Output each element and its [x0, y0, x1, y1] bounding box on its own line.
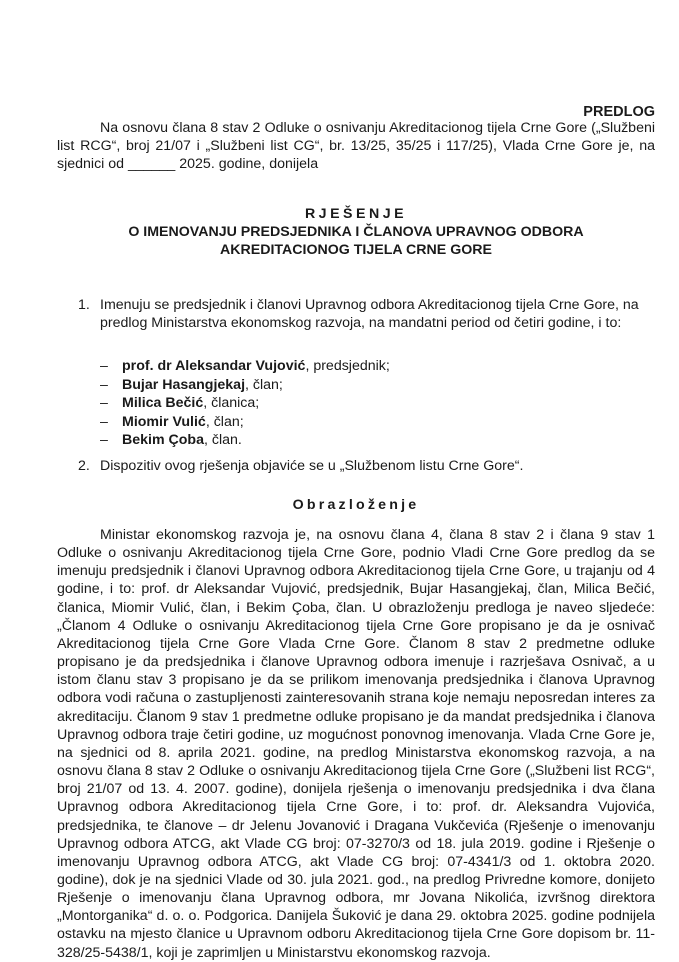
- member-role: , član;: [245, 376, 283, 393]
- list-item: [100, 431, 390, 450]
- intro-paragraph: Na osnovu člana 8 stav 2 Odluke o osnivanju Akreditacionog tijela Crne Gore („Službeni list RCG“, broj 21/07 i „Službeni list CG“, br. 13/25, 35/25 i 117/25), Vlada Crne Gore je, na sjednici od ______ 2025. godine, donijela: [57, 120, 655, 173]
- document-label: PREDLOG: [583, 104, 655, 120]
- title-line-3: AKREDITACIONOG TIJELA CRNE GORE: [220, 242, 492, 258]
- item-number: 2.: [78, 458, 90, 474]
- list-item: [100, 357, 390, 376]
- decision-item-1: [78, 296, 655, 332]
- dash-bullet: –: [100, 358, 108, 374]
- member-name: prof. dr Aleksandar Vujović: [122, 358, 306, 374]
- member-name: Bekim Çoba: [122, 432, 204, 448]
- member-role: , član;: [205, 413, 244, 430]
- list-item: [100, 376, 390, 395]
- member-role: , član.: [204, 432, 242, 448]
- member-name: Milica Bečić: [122, 395, 204, 411]
- member-role: , članica;: [203, 395, 260, 411]
- list-item: [100, 413, 390, 432]
- explanation-paragraph: Ministar ekonomskog razvoja je, na osnovu člana 4, člana 8 stav 2 i člana 9 stav 1 Odluke o osnivanju Akreditacionog tijela Crne Gore, podnio Vladi Crne Gore predlog da se imenuju predsjednik i članovi Upravnog odbora Akreditacionog tijela Crne Gore, u trajanju od 4 godine, i to: prof. dr Aleksandar Vujović, predsjednik, Bujar Hasangjekaj, član, Milica Bečić, članica, Miomir Vulić, član, i Bekim Çoba, član. U obrazloženju predloga je naveo sljedeće: „Članom 4 Odluke o osnivanju Akreditacionog tijela Crne Gore propisano je da je osnivač Akreditacionog tijela Crne Gore Vlada Crne Gore. Članom 8 stav 2 predmetne odluke propisano je da predsjednika i članove Upravnog odbora imenuje i razrješava Osnivač, a u istom članu stav 3 propisano je da se prilikom imenovanja predsjednika i članova Upravnog odbora vodi računa o zastupljenosti zainteresovanih strana koje nemaju neposredan interes za akreditaciju. Članom 9 stav 1 predmetne odluke propisano je da mandat predsjednika i članova Upravnog odbora traje četiri godine, uz mogućnost ponovnog imenovanja. Vlada Crne Gore je, na sjednici od 8. aprila 2021. godine, na predlog Ministarstva ekonomskog razvoja, a na osnovu člana 8 stav 2 Odluke o osnivanju Akreditacionog tijela Crne Gore („Službeni list RCG“, broj 21/07 od 13. 4. 2007. godine), donijela rješenja o imenovanju predsjednika i dva člana Upravnog odbora Akreditacionog tijela Crne Gore, i to: prof. dr. Aleksandra Vujovića, predsjednika, te članove – dr Jelenu Jovanović i Dragana Vukčevića (Rješenje o imenovanju Upravnog odbora ATCG, akt Vlade CG broj: 07-3270/3 od 18. jula 2019. godine i Rješenje o imenovanju Upravnog odbora ATCG, akt Vlade CG broj: 07-4341/3 od 1. oktobra 2020. godine), dok je na sjednici Vlade od 30. jula 2021. god., na predlog Privredne komore, donijeto Rješenje o imenovanju člana Upravnog odbora, mr Jovana Nikolića, izvršnog direktora „Montorganika“ d. o. o. Podgorica. Danijela Šuković je dana 29. oktobra 2025. godine podnijela ostavku na mjesto članice u Upravnom odboru Akreditacionog tijela Crne Gore dopisom br. 11-328/25-5438/1, koji je zaprimljen u Ministarstvu ekonomskog razvoja.: [57, 527, 655, 961]
- explanation-heading: Obrazloženje: [292, 497, 420, 513]
- dash-bullet: –: [100, 395, 108, 411]
- item-number: 1.: [78, 297, 90, 313]
- dash-bullet: –: [100, 413, 108, 430]
- decision-item-2: [78, 457, 655, 475]
- item-text: Dispozitiv ovog rješenja objaviće se u „Službenom listu Crne Gore“.: [100, 458, 524, 474]
- member-name: Bujar Hasangjekaj: [122, 376, 246, 393]
- list-item: [100, 394, 390, 413]
- item-text: Imenuju se predsjednik i članovi Upravnog odbora Akreditacionog tijela Crne Gore, na predlog Ministarstva ekonomskog razvoja, na mandatni period od četiri godine, i to:: [100, 297, 639, 332]
- title-line-1: RJEŠENJE: [304, 206, 408, 222]
- document-title: [57, 205, 655, 259]
- dash-bullet: –: [100, 432, 108, 448]
- title-line-2: O IMENOVANJU PREDSJEDNIKA I ČLANOVA UPRAVNOG ODBORA: [128, 224, 584, 240]
- members-list: [100, 357, 390, 450]
- dash-bullet: –: [100, 376, 108, 393]
- member-name: Miomir Vulić: [122, 413, 206, 430]
- member-role: , predsjednik;: [305, 358, 390, 374]
